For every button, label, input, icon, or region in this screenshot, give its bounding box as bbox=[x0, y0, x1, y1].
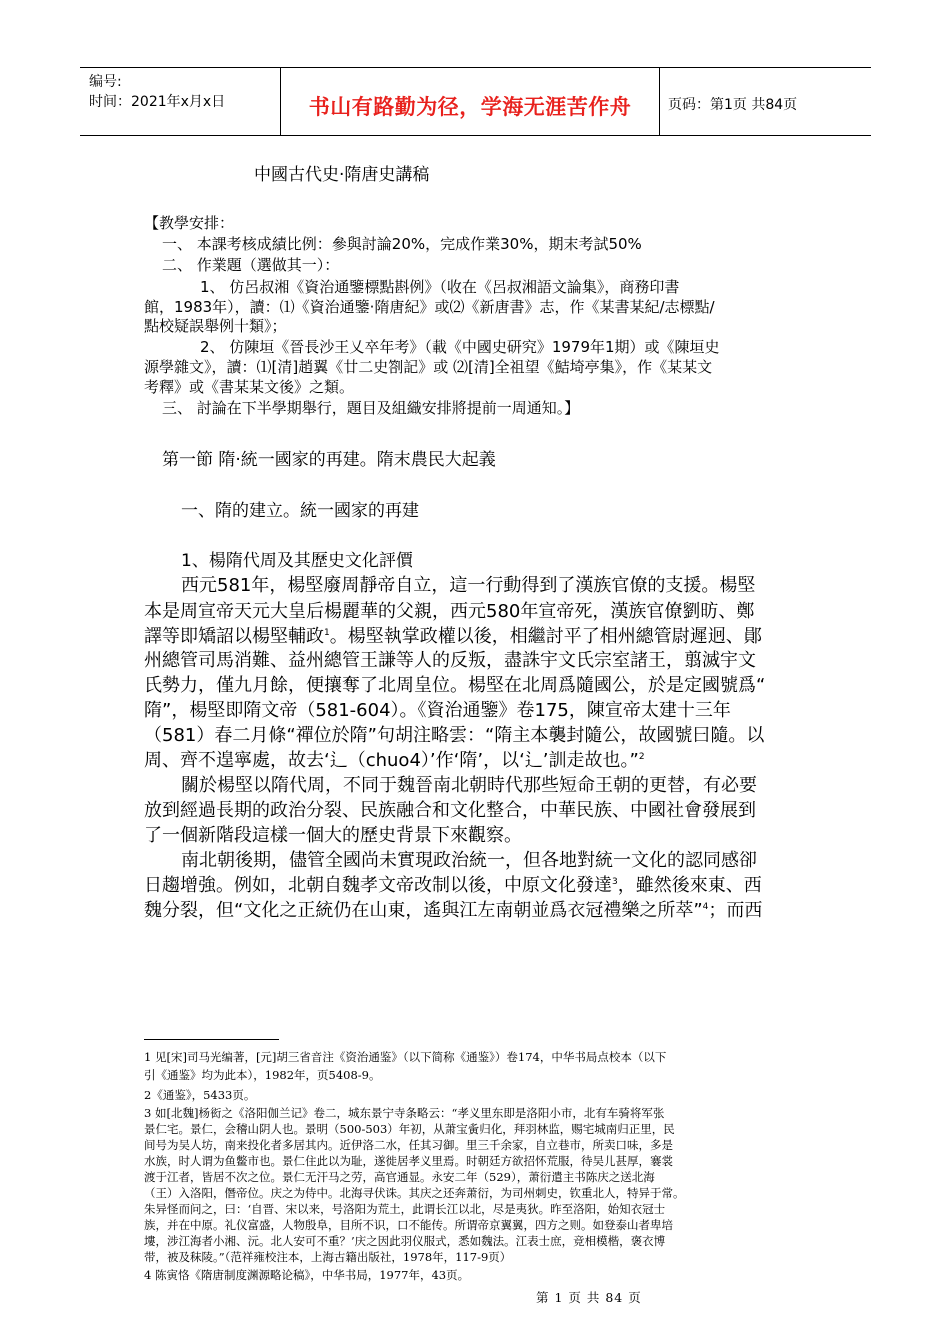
paragraph-line: 隋”，楊堅即隋文帝（581-604）。《資治通鑒》卷175，陳宣帝太建十三年 bbox=[144, 700, 731, 721]
teaching-item-3: 三、 討論在下半學期舉行，題目及組織安排將提前一周通知。】 bbox=[162, 399, 580, 417]
homework-2-line-2: 源學雜文》，讀：⑴[清]趙翼《廿二史劄記》或 ⑵[清]全祖望《鮚埼亭集》，作《某某文 bbox=[144, 358, 713, 376]
footnote-ref: 3 bbox=[612, 877, 618, 887]
page-footer: 第 1 页 共 84 页 bbox=[536, 1290, 642, 1305]
teaching-heading: 【教學安排： bbox=[144, 214, 235, 232]
footnote-line: 引《通鉴》均为此本），1982年，页5408-9。 bbox=[144, 1068, 381, 1082]
footnote-line: 渡于江者，皆居不次之位。景仁无汗马之劳，高官通显。永安二年（529），萧衍遣主书陈庆之送北海 bbox=[144, 1170, 655, 1184]
motto: 书山有路勤为径，学海无涯苦作舟 bbox=[308, 95, 632, 119]
homework-1-line-3: 點校疑誤舉例十類》； bbox=[144, 317, 287, 335]
footnote-line: 2《通鉴》，5433页。 bbox=[144, 1088, 256, 1102]
document-title: 中國古代史·隋唐史講稿 bbox=[254, 165, 430, 185]
footnote-line: 带，被及秣陵。”（范祥雍校注本，上海古籍出版社，1978年，117-9页） bbox=[144, 1250, 512, 1264]
header-table bbox=[80, 67, 871, 136]
subsection-heading: 1、楊隋代周及其歷史文化評價 bbox=[181, 551, 413, 571]
footnote-line: 间号为吴人坊，南来投化者多居其内。近伊洛二水，任其习御。里三千余家，自立巷市，所卖口味，多是 bbox=[144, 1138, 673, 1152]
time-label: 时间：2021年x月x日 bbox=[89, 94, 226, 110]
paragraph-line: （581）春二月條“禪位於隋”句胡注略雲：“隋主本襲封隨公，故國號曰隨。以 bbox=[144, 725, 765, 746]
paragraph-line: 氏勢力，僅九月餘，便攘奪了北周皇位。楊堅在北周爲隨國公，於是定國號爲“ bbox=[144, 675, 766, 696]
header-info-cell bbox=[80, 68, 281, 135]
section-title: 第一節 隋·統一國家的再建。隋末農民大起義 bbox=[162, 450, 496, 470]
paragraph-line: 日趨增強。例如，北朝自魏孝文帝改制以後，中原文化發達$^3$，雖然後來東、西 bbox=[144, 875, 762, 896]
homework-2-line-3: 考釋》或《書某某文後》之類。 bbox=[144, 378, 355, 396]
footnote-ref: 2 bbox=[638, 752, 645, 762]
paragraph-line: 放到經過長期的政治分裂、民族融合和文化整合，中華民族、中國社會發展到 bbox=[144, 800, 756, 821]
paragraph-line: 周、齊不遑寧處，故去‘⻍（chuo4）’作‘隋’，以‘⻍’訓走故也。”$^2$ bbox=[144, 750, 645, 771]
teaching-item-1: 一、 本課考核成績比例：參與討論20%，完成作業30%，期末考試50% bbox=[162, 235, 642, 253]
homework-1-line-1: 1、 仿呂叔湘《資治通鑒標點斟例》（收在《呂叔湘語文論集》，商務印書 bbox=[200, 278, 680, 296]
footnote-ref: 4 bbox=[702, 902, 709, 912]
homework-2-line-1: 2、 仿陳垣《晉長沙王乂卒年考》（載《中國史研究》1979年1期）或《陳垣史 bbox=[200, 338, 720, 356]
footnote-line: 1 见[宋]司马光编著，[元]胡三省音注《资治通鉴》（以下简称《通鉴》）卷174，中华书局点校本（以下 bbox=[144, 1050, 667, 1064]
page-info: 页码：第1页 共84页 bbox=[668, 97, 798, 113]
footnote-line: （王）入洛阳，僭帝位。庆之为侍中。北海寻伏诛。其庆之还奔萧衍，为司州刺史，钦重北人，特异于常。 bbox=[144, 1186, 685, 1200]
footnote-line: 水族，时人谓为鱼鳖市也。景仁住此以为耻，遂徙居孝义里焉。时朝廷方欲招怀荒服，待吴儿甚厚，褰裳 bbox=[144, 1154, 673, 1168]
footnote-line: 3 如[北魏]杨衒之《洛阳伽兰记》卷二，城东景宁寺条略云：“孝义里东即是洛阳小市，北有车骑将军张 bbox=[144, 1106, 665, 1120]
paragraph-line: 州總管司馬消難、益州總管王謙等人的反叛，盡誅宇文氏宗室諸王，翦滅宇文 bbox=[144, 650, 756, 671]
number-label: 编号: bbox=[89, 74, 122, 90]
footnote-line: 塿，涉江海者小湘、沅。北人安可不重？’庆之因此羽仪服式，悉如魏法。江表士庶，竞相模楷，褒衣博 bbox=[144, 1234, 666, 1248]
footnote-ref: 1 bbox=[324, 628, 330, 638]
footnote-line: 景仁宅。景仁，会稽山阴人也。景明（500-503）年初，从萧宝夤归化，拜羽林监，赐宅城南归正里，民 bbox=[144, 1122, 675, 1136]
paragraph-line: 西元581年，楊堅廢周靜帝自立，這一行動得到了漢族官僚的支援。楊堅 bbox=[181, 575, 756, 596]
paragraph-line: 譯等即矯詔以楊堅輔政$^1$。楊堅執掌政權以後，相繼討平了相州總管尉遲迥、鄖 bbox=[144, 626, 762, 647]
paragraph-line: 關於楊堅以隋代周，不同于魏晉南北朝時代那些短命王朝的更替，有必要 bbox=[181, 775, 757, 796]
header-page-cell bbox=[660, 68, 871, 135]
footnote-line: 族，并在中原。礼仪富盛，人物殷阜，目所不识，口不能传。所谓帝京翼翼，四方之则。如登泰山者卑培 bbox=[144, 1218, 673, 1232]
teaching-item-2: 二、 作業題（選做其一）： bbox=[162, 256, 340, 274]
homework-1-line-2: 館，1983年），讀：⑴《資治通鑒·隋唐紀》或⑵《新唐書》志，作《某書某紀/志標點/ bbox=[144, 298, 715, 316]
footnote-line: 朱异怪而问之，曰：‘自晋、宋以来，号洛阳为荒土，此谓长江以北，尽是夷狄。昨至洛阳，始知衣冠士 bbox=[144, 1202, 666, 1216]
header-motto-cell bbox=[281, 68, 660, 135]
paragraph-line: 南北朝後期，儘管全國尚未實現政治統一，但各地對統一文化的認同感卻 bbox=[181, 850, 757, 871]
paragraph-line: 了一個新階段這樣一個大的歷史背景下來觀察。 bbox=[144, 825, 522, 846]
footnote-line: 4 陈寅恪《隋唐制度渊源略论稿》，中华书局，1977年，43页。 bbox=[144, 1268, 470, 1282]
paragraph-line: 魏分裂，但“文化之正統仍在山東，遙與江左南朝並爲衣冠禮樂之所萃”$^4$；而西 bbox=[144, 900, 763, 921]
section-subtitle: 一、隋的建立。統一國家的再建 bbox=[181, 501, 419, 521]
paragraph-line: 本是周宣帝天元大皇后楊麗華的父親，西元580年宣帝死，漢族官僚劉昉、鄭 bbox=[144, 601, 755, 622]
footnote-separator bbox=[144, 1039, 279, 1040]
